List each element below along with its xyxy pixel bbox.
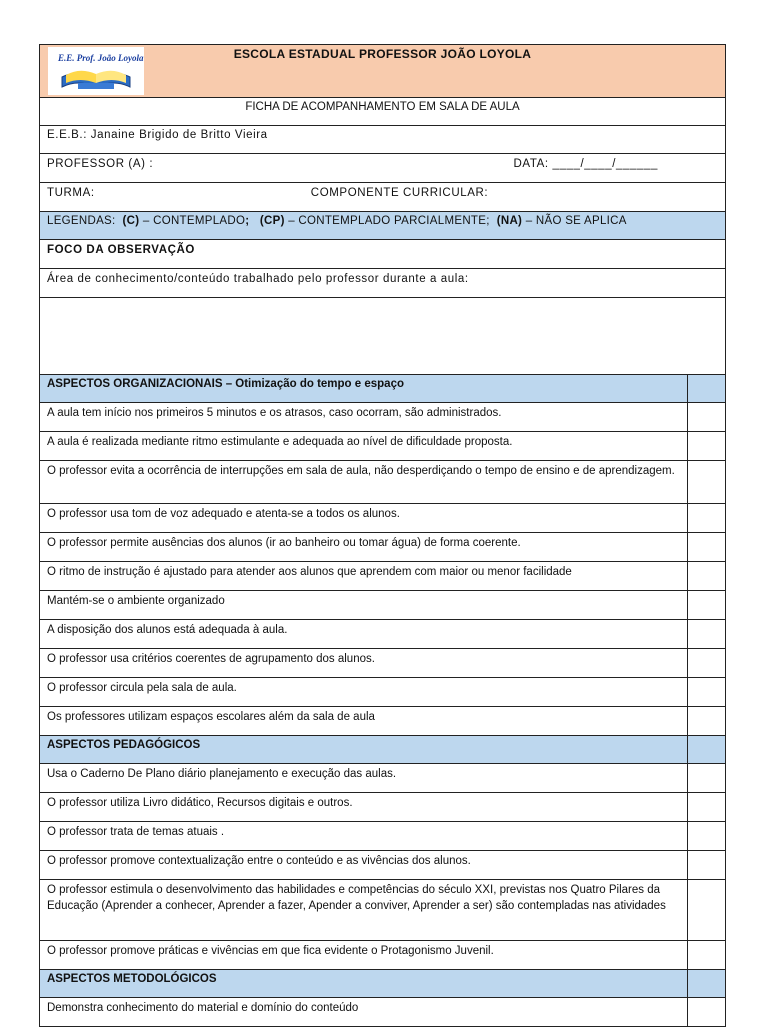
criteria-row (40, 403, 726, 432)
rating-cell[interactable] (688, 678, 726, 707)
legend-cp-text: – CONTEMPLADO PARCIALMENTE; (288, 215, 490, 227)
criteria-row (40, 649, 726, 678)
form-title: FICHA DE ACOMPANHAMENTO EM SALA DE AULA (40, 98, 726, 126)
criteria-row (40, 851, 726, 880)
rating-cell[interactable] (688, 649, 726, 678)
legend-c-text: – CONTEMPLADO (142, 215, 246, 227)
legend-prefix: LEGENDAS: (47, 215, 116, 227)
rating-cell[interactable] (688, 707, 726, 736)
criteria-row (40, 941, 726, 970)
criteria-row (40, 822, 726, 851)
criteria-text: O professor estimula o desenvolvimento das habilidades e competências do século XXI, previstas nos Quatro Pilares da Educação (Aprender a conhecer, Aprender a fazer, Apender a conviver, Aprender a ser) são contempladas nas atividades (40, 880, 688, 941)
criteria-row (40, 461, 726, 504)
section-title: ASPECTOS ORGANIZACIONAIS – Otimização do tempo e espaço (40, 375, 688, 403)
criteria-text: A disposição dos alunos está adequada à aula. (40, 620, 688, 649)
criteria-text: Mantém-se o ambiente organizado (40, 591, 688, 620)
criteria-row (40, 620, 726, 649)
section-title: ASPECTOS PEDAGÓGICOS (40, 736, 688, 764)
componente-field[interactable]: COMPONENTE CURRICULAR: (310, 187, 489, 199)
section-title: ASPECTOS METODOLÓGICOS (40, 970, 688, 998)
criteria-text: A aula tem início nos primeiros 5 minutos e os atrasos, caso ocorram, são administrados. (40, 403, 688, 432)
criteria-row (40, 678, 726, 707)
criteria-row (40, 793, 726, 822)
rating-cell[interactable] (688, 764, 726, 793)
rating-cell[interactable] (688, 403, 726, 432)
rating-cell[interactable] (688, 562, 726, 591)
professor-field[interactable]: PROFESSOR (A) : (47, 158, 154, 170)
section-header-spacer (688, 736, 726, 764)
rating-cell[interactable] (688, 504, 726, 533)
rating-cell[interactable] (688, 591, 726, 620)
focus-title: FOCO DA OBSERVAÇÃO (40, 240, 726, 269)
legend-cp-code: (CP) (259, 215, 285, 227)
section-header-spacer (688, 375, 726, 403)
criteria-text: O professor usa tom de voz adequado e atenta-se a todos os alunos. (40, 504, 688, 533)
rating-cell[interactable] (688, 998, 726, 1027)
criteria-row (40, 562, 726, 591)
eeb-field[interactable]: E.E.B.: Janaine Brigido de Britto Vieira (40, 126, 726, 154)
rating-cell[interactable] (688, 941, 726, 970)
criteria-text: O professor circula pela sala de aula. (40, 678, 688, 707)
turma-field[interactable]: TURMA: (47, 187, 95, 199)
criteria-text: O ritmo de instrução é ajustado para atender aos alunos que aprendem com maior ou menor facilidade (40, 562, 688, 591)
rating-cell[interactable] (688, 533, 726, 562)
legend-na-code: (NA) (496, 215, 523, 227)
rating-cell[interactable] (688, 880, 726, 941)
area-label: Área de conhecimento/conteúdo trabalhado pelo professor durante a aula: (40, 269, 726, 298)
criteria-row (40, 504, 726, 533)
criteria-row (40, 432, 726, 461)
rating-cell[interactable] (688, 461, 726, 504)
criteria-text: Demonstra conhecimento do material e domínio do conteúdo (40, 998, 688, 1027)
school-header (40, 45, 726, 98)
criteria-text: Usa o Caderno De Plano diário planejamento e execução das aulas. (40, 764, 688, 793)
criteria-row (40, 707, 726, 736)
section-header-spacer (688, 970, 726, 998)
criteria-text: O professor usa critérios coerentes de agrupamento dos alunos. (40, 649, 688, 678)
professor-date-row (40, 154, 726, 183)
rating-cell[interactable] (688, 620, 726, 649)
rating-cell[interactable] (688, 822, 726, 851)
observation-form (39, 44, 725, 1027)
svg-text:E.E. Prof. João Loyola: E.E. Prof. João Loyola (58, 53, 144, 63)
criteria-row (40, 880, 726, 941)
criteria-text: O professor promove contextualização entre o conteúdo e as vivências dos alunos. (40, 851, 688, 880)
criteria-row (40, 998, 726, 1027)
turma-componente-row (40, 183, 726, 212)
rating-cell[interactable] (688, 851, 726, 880)
legend-c-code: (C) (122, 215, 140, 227)
criteria-text: O professor utiliza Livro didático, Recursos digitais e outros. (40, 793, 688, 822)
criteria-text: O professor trata de temas atuais . (40, 822, 688, 851)
legend-na-text: – NÃO SE APLICA (525, 215, 627, 227)
criteria-text: O professor evita a ocorrência de interrupções em sala de aula, não desperdiçando o tempo de ensino e de aprendizagem. (40, 461, 688, 504)
criteria-text: A aula é realizada mediante ritmo estimulante e adequada ao nível de dificuldade proposta. (40, 432, 688, 461)
area-content-field[interactable] (40, 298, 726, 375)
form-table (39, 44, 726, 1027)
criteria-row (40, 764, 726, 793)
criteria-text: Os professores utilizam espaços escolares além da sala de aula (40, 707, 688, 736)
criteria-row (40, 591, 726, 620)
rating-cell[interactable] (688, 432, 726, 461)
criteria-text: O professor permite ausências dos alunos (ir ao banheiro ou tomar água) de forma coerente. (40, 533, 688, 562)
date-field[interactable]: DATA: ____/____/______ (513, 158, 658, 170)
criteria-row (40, 533, 726, 562)
criteria-text: O professor promove práticas e vivências em que fica evidente o Protagonismo Juvenil. (40, 941, 688, 970)
school-name: ESCOLA ESTADUAL PROFESSOR JOÃO LOYOLA (233, 47, 532, 61)
legend-sep: ; (245, 215, 250, 227)
rating-cell[interactable] (688, 793, 726, 822)
legend-row (40, 212, 726, 240)
